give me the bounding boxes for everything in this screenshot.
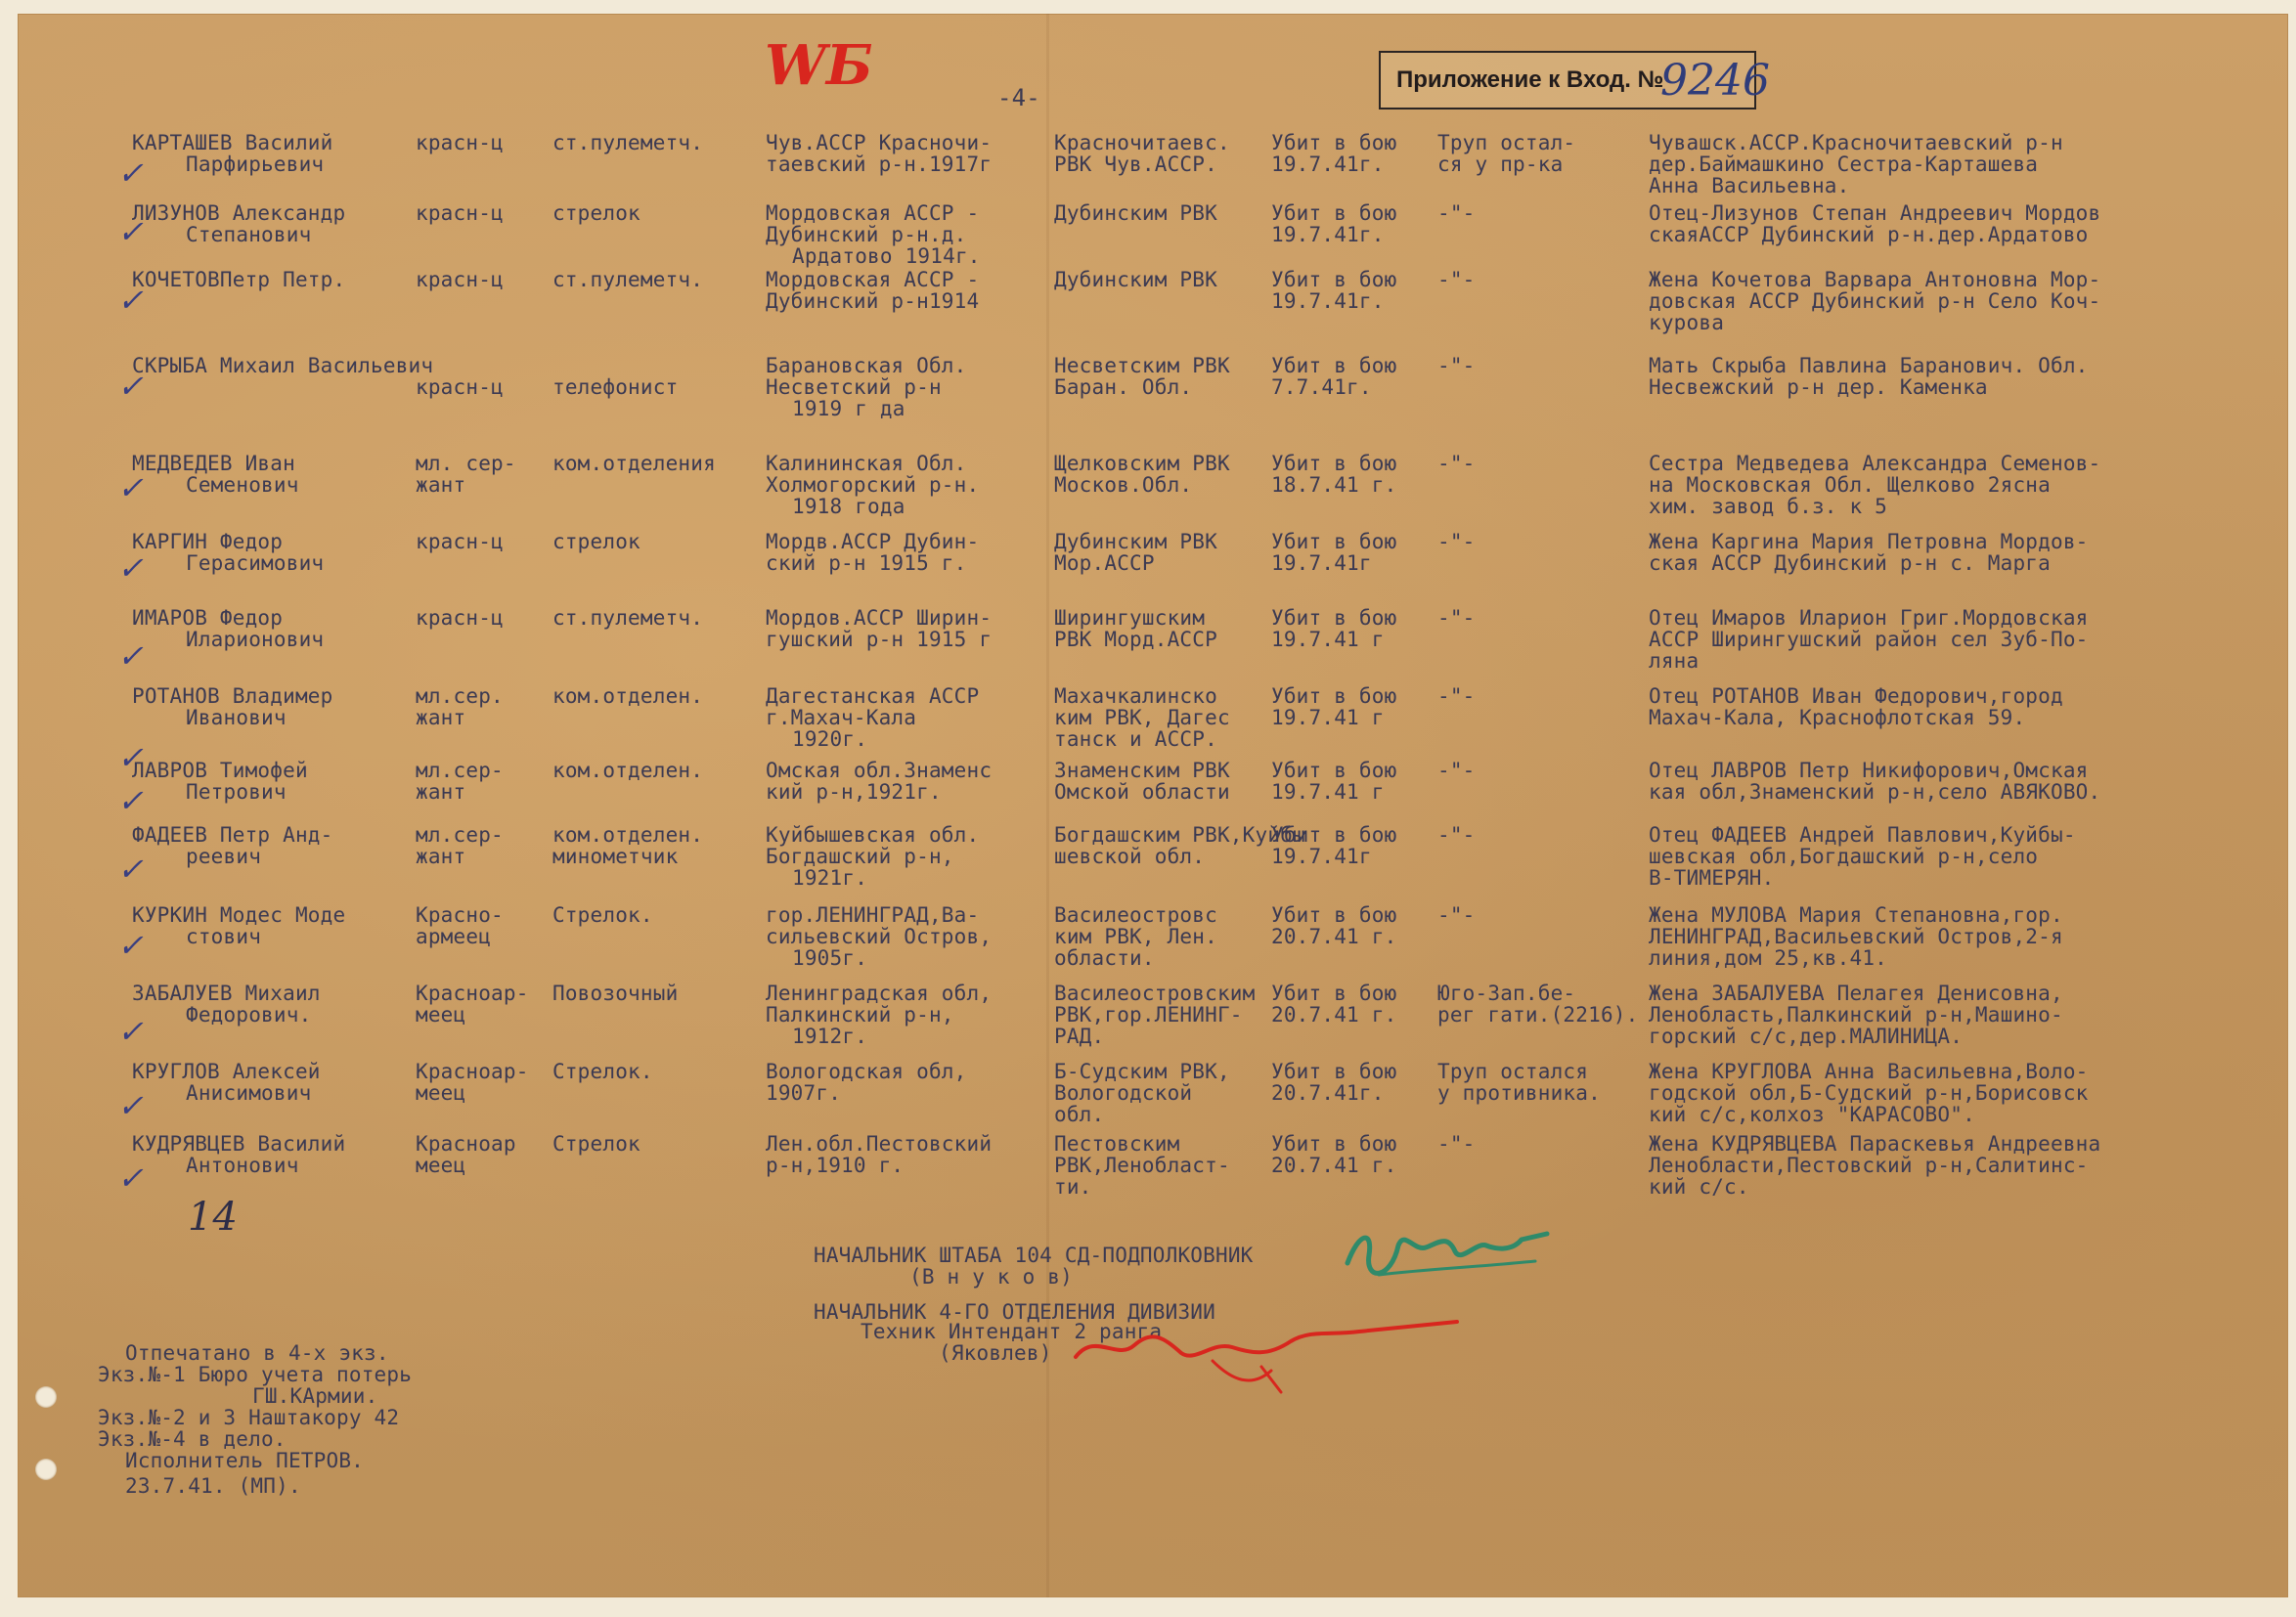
row-body-1: -"- xyxy=(1437,759,1476,782)
row-check-mark: ✓ xyxy=(117,549,144,587)
row-born-2: р-н,1910 г. xyxy=(766,1154,905,1177)
row-rvk-3: танск и АССР. xyxy=(1054,727,1217,751)
row-born-1: Куйбышевская обл. xyxy=(766,823,980,847)
row-rvk-2: РВК,гор.ЛЕНИНГ- xyxy=(1054,1003,1243,1027)
row-name-2: реевич xyxy=(186,845,262,868)
row-check-mark: ✓ xyxy=(117,637,144,675)
row-born-1: Дагестанская АССР xyxy=(766,684,980,708)
row-rank-1: мл.сер. xyxy=(416,684,504,708)
row-born-2: таевский р-н.1917г xyxy=(766,153,993,176)
row-rel-2: Несвежский р-н дер. Каменка xyxy=(1649,375,1988,399)
row-rvk-1: Василеостровс xyxy=(1054,903,1217,927)
row-rank-1: Красноар- xyxy=(416,982,529,1005)
row-rel-2: шевская обл,Богдашский р-н,село xyxy=(1649,845,2039,868)
row-rank-1: красн-ц xyxy=(416,530,504,553)
row-rel-3: кий с/с,колхоз "КАРАСОВО". xyxy=(1649,1103,1975,1126)
row-rvk-1: Махачкалинско xyxy=(1054,684,1217,708)
row-name-2: Герасимович xyxy=(186,551,325,575)
row-fate-1: Убит в бою xyxy=(1271,1060,1397,1083)
footer-copies: Отпечатано в 4-х экз. xyxy=(125,1341,389,1365)
row-post-2: минометчик xyxy=(552,845,679,868)
footer-executor: Исполнитель ПЕТРОВ. xyxy=(125,1449,365,1472)
row-name-1: ЛИЗУНОВ Александр xyxy=(132,201,346,225)
row-born-1: Чув.АССР Красночи- xyxy=(766,131,993,154)
chief-of-staff-line: НАЧАЛЬНИК ШТАБА 104 СД-ПОДПОЛКОВНИК xyxy=(814,1244,1254,1267)
row-rvk-3: области. xyxy=(1054,946,1155,970)
row-post-1: ком.отделен. xyxy=(552,684,704,708)
row-rank-2: жант xyxy=(416,780,466,804)
row-name-1: ЛАВРОВ Тимофей xyxy=(132,759,308,782)
punch-hole xyxy=(35,1459,57,1480)
dept-chief-line: НАЧАЛЬНИК 4-ГО ОТДЕЛЕНИЯ ДИВИЗИИ xyxy=(814,1300,1215,1324)
row-rel-1: Сестра Медведева Александра Семенов- xyxy=(1649,452,2101,475)
row-body-1: Юго-Зап.бе- xyxy=(1437,982,1576,1005)
punch-hole xyxy=(35,1386,57,1408)
row-rank-2: меец xyxy=(416,1003,466,1027)
row-fate-2: 19.7.41 г xyxy=(1271,706,1385,729)
row-post-1: ст.пулеметч. xyxy=(552,131,704,154)
row-born-2: Палкинский р-н, xyxy=(766,1003,954,1027)
row-rvk-1: Ширингушским xyxy=(1054,606,1206,630)
row-rel-2: ская АССР Дубинский р-н с. Марга xyxy=(1649,551,2051,575)
page-number: -4- xyxy=(997,84,1040,111)
row-fate-2: 19.7.41г. xyxy=(1271,153,1385,176)
row-born-1: Лен.обл.Пестовский xyxy=(766,1132,993,1156)
row-born-1: Омская обл.Знаменс xyxy=(766,759,993,782)
row-rel-3: кий с/с. xyxy=(1649,1175,1749,1199)
row-name-1: СКРЫБА Михаил Васильевич xyxy=(132,354,434,377)
row-check-mark: ✓ xyxy=(117,154,144,192)
row-rel-1: Отец ЛАВРОВ Петр Никифорович,Омская xyxy=(1649,759,2089,782)
row-check-mark: ✓ xyxy=(117,368,144,405)
row-rel-1: Отец ФАДЕЕВ Андрей Павлович,Куйбы- xyxy=(1649,823,2076,847)
row-rel-1: Отец Имаров Иларион Григ.Мордовская xyxy=(1649,606,2089,630)
row-check-mark: ✓ xyxy=(117,469,144,506)
row-rvk-1: Пестовским xyxy=(1054,1132,1180,1156)
row-rank-1: Красноар- xyxy=(416,1060,529,1083)
row-name-2: Федорович. xyxy=(186,1003,312,1027)
row-name-1: КРУГЛОВ Алексей xyxy=(132,1060,321,1083)
row-body-1: -"- xyxy=(1437,684,1476,708)
row-body-1: Труп остался xyxy=(1437,1060,1589,1083)
row-rel-1: Жена МУЛОВА Мария Степановна,гор. xyxy=(1649,903,2063,927)
row-fate-1: Убит в бою xyxy=(1271,131,1397,154)
row-rel-3: линия,дом 25,кв.41. xyxy=(1649,946,1888,970)
row-name-2: Парфирьевич xyxy=(186,153,325,176)
row-born-3: 1920г. xyxy=(792,727,868,751)
row-rel-3: ляна xyxy=(1649,649,1700,673)
row-rank-2: меец xyxy=(416,1081,466,1105)
row-born-2: ский р-н 1915 г. xyxy=(766,551,967,575)
row-body-1: -"- xyxy=(1437,354,1476,377)
row-rel-1: Отец РОТАНОВ Иван Федорович,город xyxy=(1649,684,2063,708)
row-rel-2: на Московская Обл. Щелково 2ясна xyxy=(1649,473,2051,497)
row-fate-1: Убит в бою xyxy=(1271,684,1397,708)
row-rel-2: Ленобласти,Пестовский р-н,Салитинс- xyxy=(1649,1154,2089,1177)
row-fate-1: Убит в бою xyxy=(1271,759,1397,782)
row-rel-3: горский с/с,дер.МАЛИНИЦА. xyxy=(1649,1025,1964,1048)
incoming-stamp xyxy=(1379,51,1770,109)
row-born-1: Мордовская АССР - xyxy=(766,268,980,291)
row-born-1: Мордов.АССР Ширин- xyxy=(766,606,993,630)
row-body-1: -"- xyxy=(1437,606,1476,630)
row-rel-1: Жена КУДРЯВЦЕВА Параскевья Андреевна xyxy=(1649,1132,2101,1156)
row-fate-2: 18.7.41 г. xyxy=(1271,473,1397,497)
row-body-1: -"- xyxy=(1437,903,1476,927)
row-fate-1: Убит в бою xyxy=(1271,354,1397,377)
row-born-1: Вологодская обл, xyxy=(766,1060,967,1083)
row-post-1: ст.пулеметч. xyxy=(552,606,704,630)
row-post-2: телефонист xyxy=(552,375,679,399)
row-name-1: МЕДВЕДЕВ Иван xyxy=(132,452,295,475)
row-born-2: Дубинский р-н.д. xyxy=(766,223,967,246)
row-rel-2: кая обл,Знаменский р-н,село АВЯКОВО. xyxy=(1649,780,2101,804)
row-rel-1: Жена Кочетова Варвара Антоновна Мор- xyxy=(1649,268,2101,291)
row-rvk-2: РВК Морд.АССР xyxy=(1054,628,1217,651)
row-rel-1: Жена КРУГЛОВА Анна Васильевна,Воло- xyxy=(1649,1060,2089,1083)
row-fate-1: Убит в бою xyxy=(1271,903,1397,927)
row-rvk-2: Баран. Обл. xyxy=(1054,375,1193,399)
row-rel-1: Отец-Лизунов Степан Андреевич Мордов xyxy=(1649,201,2101,225)
dept-chief-rank: Техник Интендант 2 ранга xyxy=(861,1320,1163,1343)
row-born-1: Барановская Обл. xyxy=(766,354,967,377)
row-rvk-3: обл. xyxy=(1054,1103,1105,1126)
row-body-1: Труп остал- xyxy=(1437,131,1576,154)
row-fate-1: Убит в бою xyxy=(1271,452,1397,475)
footer-copy-1-dest: ГШ.КАрмии. xyxy=(252,1384,378,1408)
row-name-1: КОЧЕТОВПетр Петр. xyxy=(132,268,346,291)
row-body-1: -"- xyxy=(1437,823,1476,847)
row-rank-2: жант xyxy=(416,706,466,729)
row-fate-2: 20.7.41 г. xyxy=(1271,1154,1397,1177)
row-check-mark: ✓ xyxy=(117,1159,144,1197)
handwritten-count: 14 xyxy=(188,1195,238,1240)
row-name-2: Антонович xyxy=(186,1154,299,1177)
row-rank-2: жант xyxy=(416,845,466,868)
row-rvk-1: Василеостровским xyxy=(1054,982,1256,1005)
row-rel-2: АССР Ширингушский район сел Зуб-По- xyxy=(1649,628,2089,651)
row-check-mark: ✓ xyxy=(117,282,144,319)
dept-chief-name: (Яковлев) xyxy=(939,1341,1052,1365)
row-fate-2: 19.7.41г. xyxy=(1271,289,1385,313)
row-fate-1: Убит в бою xyxy=(1271,606,1397,630)
row-rank-2: жант xyxy=(416,473,466,497)
row-born-2: гушский р-н 1915 г xyxy=(766,628,993,651)
row-fate-2: 20.7.41 г. xyxy=(1271,1003,1397,1027)
row-rel-3: В-ТИМЕРЯН. xyxy=(1649,866,1775,890)
row-fate-2: 20.7.41 г. xyxy=(1271,925,1397,948)
row-fate-1: Убит в бою xyxy=(1271,1132,1397,1156)
row-born-1: Ленинградская обл, xyxy=(766,982,993,1005)
row-rvk-2: Вологодской xyxy=(1054,1081,1193,1105)
row-fate-2: 19.7.41 г xyxy=(1271,628,1385,651)
row-rvk-1: Богдашским РВК,Куйбы xyxy=(1054,823,1305,847)
row-fate-2: 19.7.41г xyxy=(1271,551,1372,575)
row-rvk-2: шевской обл. xyxy=(1054,845,1206,868)
row-born-1: Мордв.АССР Дубин- xyxy=(766,530,980,553)
row-rvk-2: ким РВК, Дагес xyxy=(1054,706,1230,729)
row-body-1: -"- xyxy=(1437,452,1476,475)
green-signature xyxy=(1340,1212,1555,1290)
row-born-2: Холмогорский р-н. xyxy=(766,473,980,497)
row-fate-1: Убит в бою xyxy=(1271,268,1397,291)
row-rel-2: Махач-Кала, Краснофлотская 59. xyxy=(1649,706,2026,729)
row-post-1: Стрелок. xyxy=(552,1060,653,1083)
row-born-2: Несветский р-н xyxy=(766,375,942,399)
row-post-1: стрелок xyxy=(552,530,640,553)
row-name-1: КУРКИН Модес Моде xyxy=(132,903,346,927)
row-born-1: гор.ЛЕНИНГРАД,Ва- xyxy=(766,903,980,927)
row-fate-1: Убит в бою xyxy=(1271,823,1397,847)
row-check-mark: ✓ xyxy=(117,213,144,250)
row-born-3: 1905г. xyxy=(792,946,868,970)
row-rank-1: красн-ц xyxy=(416,131,504,154)
row-name-2: Семенович xyxy=(186,473,299,497)
row-fate-2: 7.7.41г. xyxy=(1271,375,1372,399)
row-rank-1: мл.сер- xyxy=(416,759,504,782)
row-rank-1: красн-ц xyxy=(416,606,504,630)
row-body-2: ся у пр-ка xyxy=(1437,153,1564,176)
row-name-1: КАРТАШЕВ Василий xyxy=(132,131,333,154)
row-rank-1: мл. сер- xyxy=(416,452,516,475)
row-rvk-1: Красночитаевс. xyxy=(1054,131,1230,154)
row-name-1: РОТАНОВ Владимер xyxy=(132,684,333,708)
row-rel-1: Жена Каргина Мария Петровна Мордов- xyxy=(1649,530,2089,553)
row-rvk-2: Москов.Обл. xyxy=(1054,473,1193,497)
row-post-1: ком.отделен. xyxy=(552,759,704,782)
row-fate-2: 19.7.41г xyxy=(1271,845,1372,868)
row-body-2: рег гати.(2216). xyxy=(1437,1003,1639,1027)
row-born-3: 1919 г да xyxy=(792,397,905,420)
row-rvk-1: Б-Судским РВК, xyxy=(1054,1060,1230,1083)
row-rvk-1: Дубинским РВК xyxy=(1054,268,1217,291)
row-post-1: стрелок xyxy=(552,201,640,225)
row-rel-2: ЛЕНИНГРАД,Васильевский Остров,2-я xyxy=(1649,925,2063,948)
row-rank-1: Красноар xyxy=(416,1132,516,1156)
row-rvk-3: РАД. xyxy=(1054,1025,1105,1048)
row-rank-1: мл.сер- xyxy=(416,823,504,847)
row-rank-2: красн-ц xyxy=(416,375,504,399)
row-rel-1: Мать Скрыба Павлина Баранович. Обл. xyxy=(1649,354,2089,377)
row-rank-1: Красно- xyxy=(416,903,504,927)
row-post-1: Стрелок xyxy=(552,1132,640,1156)
row-rvk-3: ти. xyxy=(1054,1175,1092,1199)
row-rel-3: курова xyxy=(1649,311,1725,334)
stamp-number: 9246 xyxy=(1660,56,1770,106)
row-rvk-1: Несветским РВК xyxy=(1054,354,1230,377)
row-name-2: Степанович xyxy=(186,223,312,246)
row-rel-3: Анна Васильевна. xyxy=(1649,174,1850,197)
row-name-2: Иларионович xyxy=(186,628,325,651)
row-body-1: -"- xyxy=(1437,268,1476,291)
red-signature xyxy=(1066,1302,1477,1400)
footer-copy-2: Экз.№-2 и 3 Наштакору 42 xyxy=(98,1406,400,1429)
row-rel-2: дер.Баймашкино Сестра-Карташева xyxy=(1649,153,2039,176)
row-name-1: ИМАРОВ Федор xyxy=(132,606,284,630)
row-rel-2: скаяАССР Дубинский р-н.дер.Ардатово xyxy=(1649,223,2089,246)
row-fate-2: 19.7.41г. xyxy=(1271,223,1385,246)
row-post-1: Повозочный xyxy=(552,982,679,1005)
chief-of-staff-name: (В н у к о в) xyxy=(909,1265,1073,1289)
row-rel-1: Жена ЗАБАЛУЕВА Пелагея Денисовна, xyxy=(1649,982,2063,1005)
row-name-2: Анисимович xyxy=(186,1081,312,1105)
row-body-1: -"- xyxy=(1437,201,1476,225)
row-name-2: Петрович xyxy=(186,780,287,804)
row-body-2: у противника. xyxy=(1437,1081,1601,1105)
row-rvk-2: Омской области xyxy=(1054,780,1230,804)
row-born-2: Богдашский р-н, xyxy=(766,845,954,868)
row-name-2: стович xyxy=(186,925,262,948)
row-rel-2: годской обл,Б-Судский р-н,Борисовск xyxy=(1649,1081,2089,1105)
row-born-2: г.Махач-Кала xyxy=(766,706,917,729)
row-rel-2: довская АССР Дубинский р-н Село Коч- xyxy=(1649,289,2101,313)
footer-copy-1: Экз.№-1 Бюро учета потерь xyxy=(98,1363,413,1386)
footer-date: 23.7.41. (МП). xyxy=(125,1474,301,1498)
row-born-3: 1912г. xyxy=(792,1025,868,1048)
row-rel-1: Чувашск.АССР.Красночитаевский р-н xyxy=(1649,131,2063,154)
row-name-1: ФАДЕЕВ Петр Анд- xyxy=(132,823,333,847)
red-handwritten-mark: WБ xyxy=(765,33,873,98)
row-post-1: ком.отделения xyxy=(552,452,716,475)
row-rank-1: красн-ц xyxy=(416,268,504,291)
row-rvk-1: Дубинским РВК xyxy=(1054,530,1217,553)
row-born-2: кий р-н,1921г. xyxy=(766,780,942,804)
row-born-1: Мордовская АССР - xyxy=(766,201,980,225)
row-rank-2: меец xyxy=(416,1154,466,1177)
row-rvk-2: Мор.АССР xyxy=(1054,551,1155,575)
row-born-2: 1907г. xyxy=(766,1081,842,1105)
row-rvk-1: Щелковским РВК xyxy=(1054,452,1230,475)
row-post-1: ком.отделен. xyxy=(552,823,704,847)
row-rank-2: армеец xyxy=(416,925,492,948)
row-check-mark: ✓ xyxy=(117,739,144,776)
row-fate-1: Убит в бою xyxy=(1271,982,1397,1005)
footer-copy-4: Экз.№-4 в дело. xyxy=(98,1427,287,1451)
row-post-1: Стрелок. xyxy=(552,903,653,927)
row-born-2: Дубинский р-н1914 xyxy=(766,289,980,313)
row-fate-2: 19.7.41 г xyxy=(1271,780,1385,804)
row-born-2: сильевский Остров, xyxy=(766,925,993,948)
row-fate-1: Убит в бою xyxy=(1271,530,1397,553)
row-body-1: -"- xyxy=(1437,1132,1476,1156)
row-name-1: КАРГИН Федор xyxy=(132,530,284,553)
row-rvk-2: ким РВК, Лен. xyxy=(1054,925,1217,948)
row-born-3: 1918 года xyxy=(792,495,905,518)
row-check-mark: ✓ xyxy=(117,927,144,964)
row-post-1: ст.пулеметч. xyxy=(552,268,704,291)
row-body-1: -"- xyxy=(1437,530,1476,553)
row-born-3: 1921г. xyxy=(792,866,868,890)
row-check-mark: ✓ xyxy=(117,1087,144,1124)
row-rank-1: красн-ц xyxy=(416,201,504,225)
row-rel-2: Ленобласть,Палкинский р-н,Машино- xyxy=(1649,1003,2063,1027)
row-fate-1: Убит в бою xyxy=(1271,201,1397,225)
row-check-mark: ✓ xyxy=(117,851,144,888)
row-check-mark: ✓ xyxy=(117,782,144,819)
stamp-label: Приложение к Вход. № xyxy=(1396,66,1664,93)
row-rvk-2: РВК,Ленобласт- xyxy=(1054,1154,1230,1177)
row-fate-2: 20.7.41г. xyxy=(1271,1081,1385,1105)
row-check-mark: ✓ xyxy=(117,1013,144,1050)
row-rvk-1: Дубинским РВК xyxy=(1054,201,1217,225)
row-name-1: КУДРЯВЦЕВ Василий xyxy=(132,1132,346,1156)
row-rel-3: хим. завод б.з. к 5 xyxy=(1649,495,1888,518)
row-rvk-2: РВК Чув.АССР. xyxy=(1054,153,1217,176)
row-name-1: ЗАБАЛУЕВ Михаил xyxy=(132,982,321,1005)
row-born-1: Калининская Обл. xyxy=(766,452,967,475)
row-born-3: Ардатово 1914г. xyxy=(792,244,981,268)
row-rvk-1: Знаменским РВК xyxy=(1054,759,1230,782)
row-name-2: Иванович xyxy=(186,706,287,729)
